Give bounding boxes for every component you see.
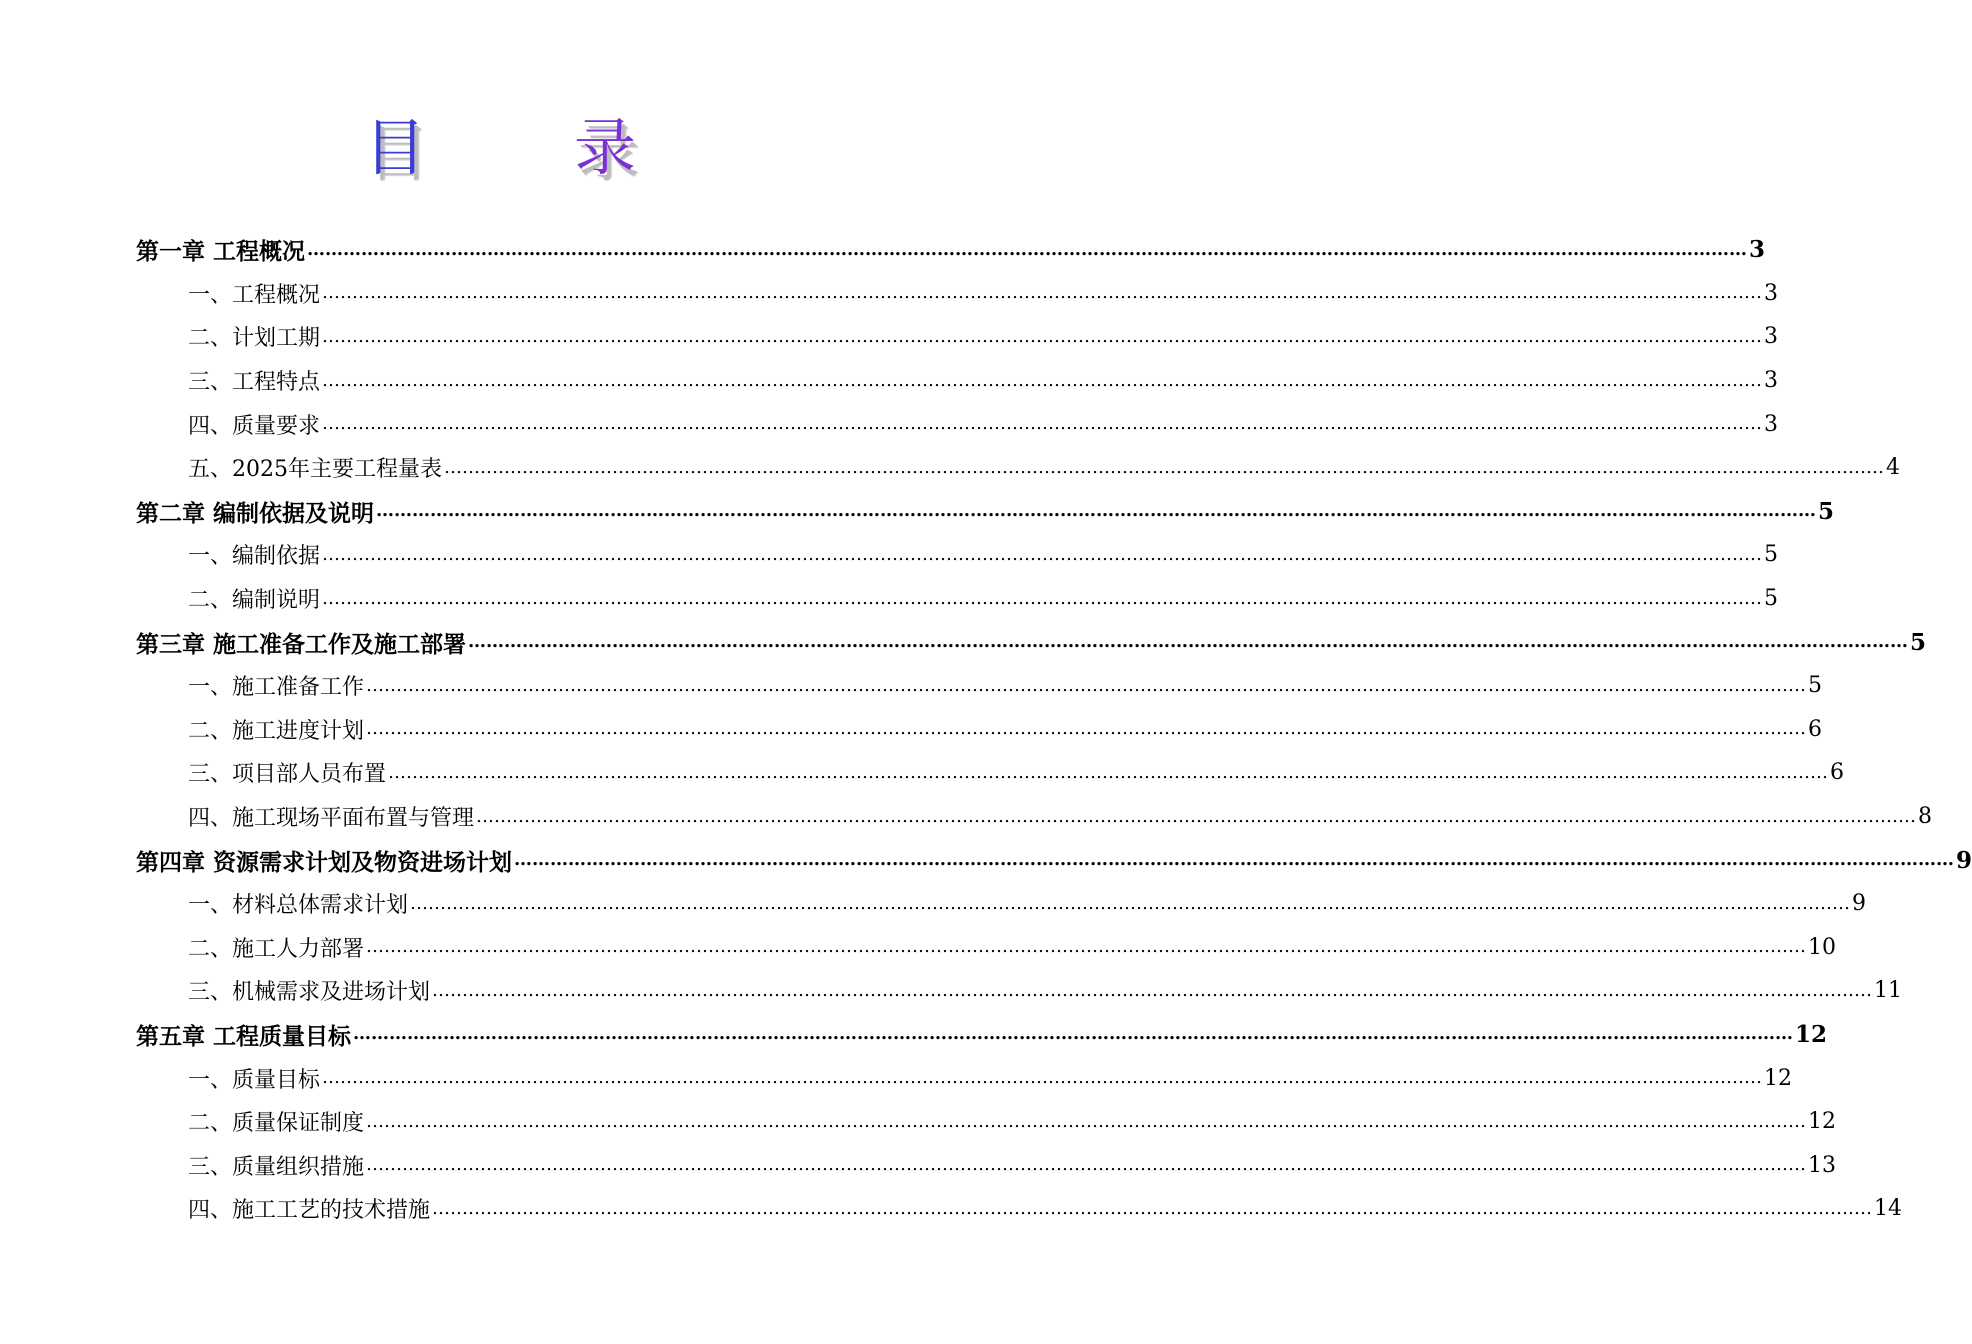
toc-entry-page-number: 6 <box>1808 716 1823 742</box>
toc-entry-label: 三、工程特点 <box>188 370 321 396</box>
toc-leader-dots: …………………………………………………………………………………………………………………………………………………………………………………………………………………… <box>307 238 1748 260</box>
toc-chapter-entry[interactable] <box>136 838 1972 882</box>
toc-entry-label: 五、2025年主要工程量表 <box>188 457 442 483</box>
toc-section-entry[interactable] <box>188 359 1779 403</box>
toc-entry-page-number: 5 <box>1910 628 1927 656</box>
toc-entry-page-number: 13 <box>1808 1152 1837 1178</box>
toc-section-entry[interactable] <box>188 446 1900 490</box>
toc-section-entry[interactable] <box>188 272 1779 316</box>
toc-section-entry[interactable] <box>188 315 1779 359</box>
toc-entry-label: 二、编制说明 <box>188 588 321 614</box>
toc-leader-dots: …………………………………………………………………………………………………………………………………………………………………………………………………………………… <box>376 500 1817 522</box>
toc-leader-dots: …………………………………………………………………………………………………………………………………………………………………………………………………………………… <box>514 849 1955 871</box>
toc-section-entry[interactable] <box>188 751 1845 795</box>
toc-leader-dots: …………………………………………………………………………………………………………………………………………………………………………………………………………………… <box>444 456 1884 478</box>
toc-entry-page-number: 8 <box>1918 804 1933 830</box>
toc-entry-page-number: 10 <box>1808 934 1837 960</box>
toc-section-entry[interactable] <box>188 1143 1837 1187</box>
toc-leader-dots: …………………………………………………………………………………………………………………………………………………………………………………………………………………… <box>388 761 1829 783</box>
toc-section-entry[interactable] <box>188 533 1779 577</box>
toc-chapter-entry[interactable] <box>136 228 1766 272</box>
toc-entry-page-number: 4 <box>1886 455 1900 481</box>
toc-entry-label: 一、工程概况 <box>188 282 321 308</box>
toc-section-entry[interactable] <box>188 708 1823 752</box>
toc-entry-page-number: 12 <box>1808 1109 1837 1135</box>
toc-leader-dots: …………………………………………………………………………………………………………………………………………………………………………………………………………………… <box>432 1197 1873 1219</box>
toc-entry-label: 二、质量保证制度 <box>188 1111 365 1137</box>
toc-leader-dots: …………………………………………………………………………………………………………………………………………………………………………………………………………………… <box>322 543 1763 565</box>
toc-section-entry[interactable] <box>188 926 1837 970</box>
toc-entry-page-number: 9 <box>1852 891 1867 917</box>
toc-entry-page-number: 12 <box>1795 1020 1828 1048</box>
toc-title-char-2: 录 <box>574 111 637 184</box>
toc-leader-dots: …………………………………………………………………………………………………………………………………………………………………………………………………………………… <box>322 369 1763 391</box>
toc-entry-page-number: 12 <box>1764 1065 1793 1091</box>
toc-section-entry[interactable] <box>188 1056 1793 1100</box>
toc-section-entry[interactable] <box>188 402 1779 446</box>
toc-leader-dots: …………………………………………………………………………………………………………………………………………………………………………………………………………………… <box>410 892 1851 914</box>
toc-entry-label: 一、材料总体需求计划 <box>188 893 409 919</box>
toc-entry-label: 四、施工现场平面布置与管理 <box>188 806 475 832</box>
toc-leader-dots: …………………………………………………………………………………………………………………………………………………………………………………………………………………… <box>476 805 1917 827</box>
table-of-contents <box>0 228 1972 1231</box>
toc-entry-label: 一、质量目标 <box>188 1067 321 1093</box>
toc-entry-label: 二、施工进度计划 <box>188 718 365 744</box>
toc-chapter-entry[interactable] <box>136 490 1835 534</box>
toc-leader-dots: …………………………………………………………………………………………………………………………………………………………………………………………………………………… <box>366 1110 1807 1132</box>
toc-entry-label: 三、质量组织措施 <box>188 1154 365 1180</box>
toc-entry-label: 第一章 工程概况 <box>136 238 306 266</box>
toc-title <box>0 108 950 198</box>
toc-section-entry[interactable] <box>188 1100 1837 1144</box>
toc-entry-page-number: 3 <box>1749 236 1766 264</box>
toc-entry-label: 三、项目部人员布置 <box>188 762 387 788</box>
toc-section-entry[interactable] <box>188 795 1933 839</box>
toc-section-entry[interactable] <box>188 969 1903 1013</box>
toc-entry-label: 四、施工工艺的技术措施 <box>188 1198 431 1224</box>
toc-leader-dots: …………………………………………………………………………………………………………………………………………………………………………………………………………………… <box>322 587 1763 609</box>
toc-leader-dots: …………………………………………………………………………………………………………………………………………………………………………………………………………………… <box>322 282 1763 304</box>
toc-leader-dots: …………………………………………………………………………………………………………………………………………………………………………………………………………………… <box>366 674 1807 696</box>
toc-entry-label: 一、施工准备工作 <box>188 675 365 701</box>
toc-chapter-entry[interactable] <box>136 620 1927 664</box>
toc-chapter-entry[interactable] <box>136 1013 1828 1057</box>
toc-entry-page-number: 11 <box>1874 978 1903 1004</box>
toc-entry-label: 第五章 工程质量目标 <box>136 1022 352 1050</box>
toc-leader-dots: …………………………………………………………………………………………………………………………………………………………………………………………………………………… <box>322 1067 1763 1089</box>
toc-entry-page-number: 3 <box>1764 280 1779 306</box>
toc-entry-page-number: 3 <box>1764 368 1779 394</box>
toc-entry-page-number: 5 <box>1764 542 1779 568</box>
toc-leader-dots: …………………………………………………………………………………………………………………………………………………………………………………………………………………… <box>322 325 1763 347</box>
toc-leader-dots: …………………………………………………………………………………………………………………………………………………………………………………………………………………… <box>432 979 1873 1001</box>
toc-section-entry[interactable] <box>188 664 1823 708</box>
toc-entry-label: 第三章 施工准备工作及施工部署 <box>136 630 467 658</box>
toc-leader-dots: …………………………………………………………………………………………………………………………………………………………………………………………………………………… <box>366 936 1807 958</box>
toc-entry-label: 第四章 资源需求计划及物资进场计划 <box>136 848 513 876</box>
toc-leader-dots: …………………………………………………………………………………………………………………………………………………………………………………………………………………… <box>366 1154 1807 1176</box>
toc-entry-page-number: 3 <box>1764 411 1779 437</box>
toc-entry-page-number: 9 <box>1956 846 1972 874</box>
toc-entry-label: 一、编制依据 <box>188 544 321 570</box>
toc-entry-page-number: 6 <box>1830 760 1845 786</box>
toc-leader-dots: …………………………………………………………………………………………………………………………………………………………………………………………………………………… <box>366 718 1807 740</box>
toc-title-char-1: 目 <box>364 111 427 184</box>
toc-entry-page-number: 14 <box>1874 1196 1903 1222</box>
toc-leader-dots: …………………………………………………………………………………………………………………………………………………………………………………………………………………… <box>353 1023 1794 1045</box>
toc-section-entry[interactable] <box>188 577 1779 621</box>
toc-entry-label: 三、机械需求及进场计划 <box>188 980 431 1006</box>
toc-section-entry[interactable] <box>188 1187 1903 1231</box>
toc-leader-dots: …………………………………………………………………………………………………………………………………………………………………………………………………………………… <box>322 413 1763 435</box>
toc-entry-page-number: 5 <box>1818 497 1835 525</box>
toc-entry-label: 四、质量要求 <box>188 413 321 439</box>
toc-entry-label: 第二章 编制依据及说明 <box>136 499 375 527</box>
toc-entry-page-number: 5 <box>1764 586 1779 612</box>
toc-entry-label: 二、施工人力部署 <box>188 936 365 962</box>
toc-leader-dots: …………………………………………………………………………………………………………………………………………………………………………………………………………………… <box>468 631 1909 653</box>
toc-entry-label: 二、计划工期 <box>188 326 321 352</box>
toc-entry-page-number: 3 <box>1764 324 1779 350</box>
toc-section-entry[interactable] <box>188 882 1867 926</box>
toc-entry-page-number: 5 <box>1808 673 1823 699</box>
